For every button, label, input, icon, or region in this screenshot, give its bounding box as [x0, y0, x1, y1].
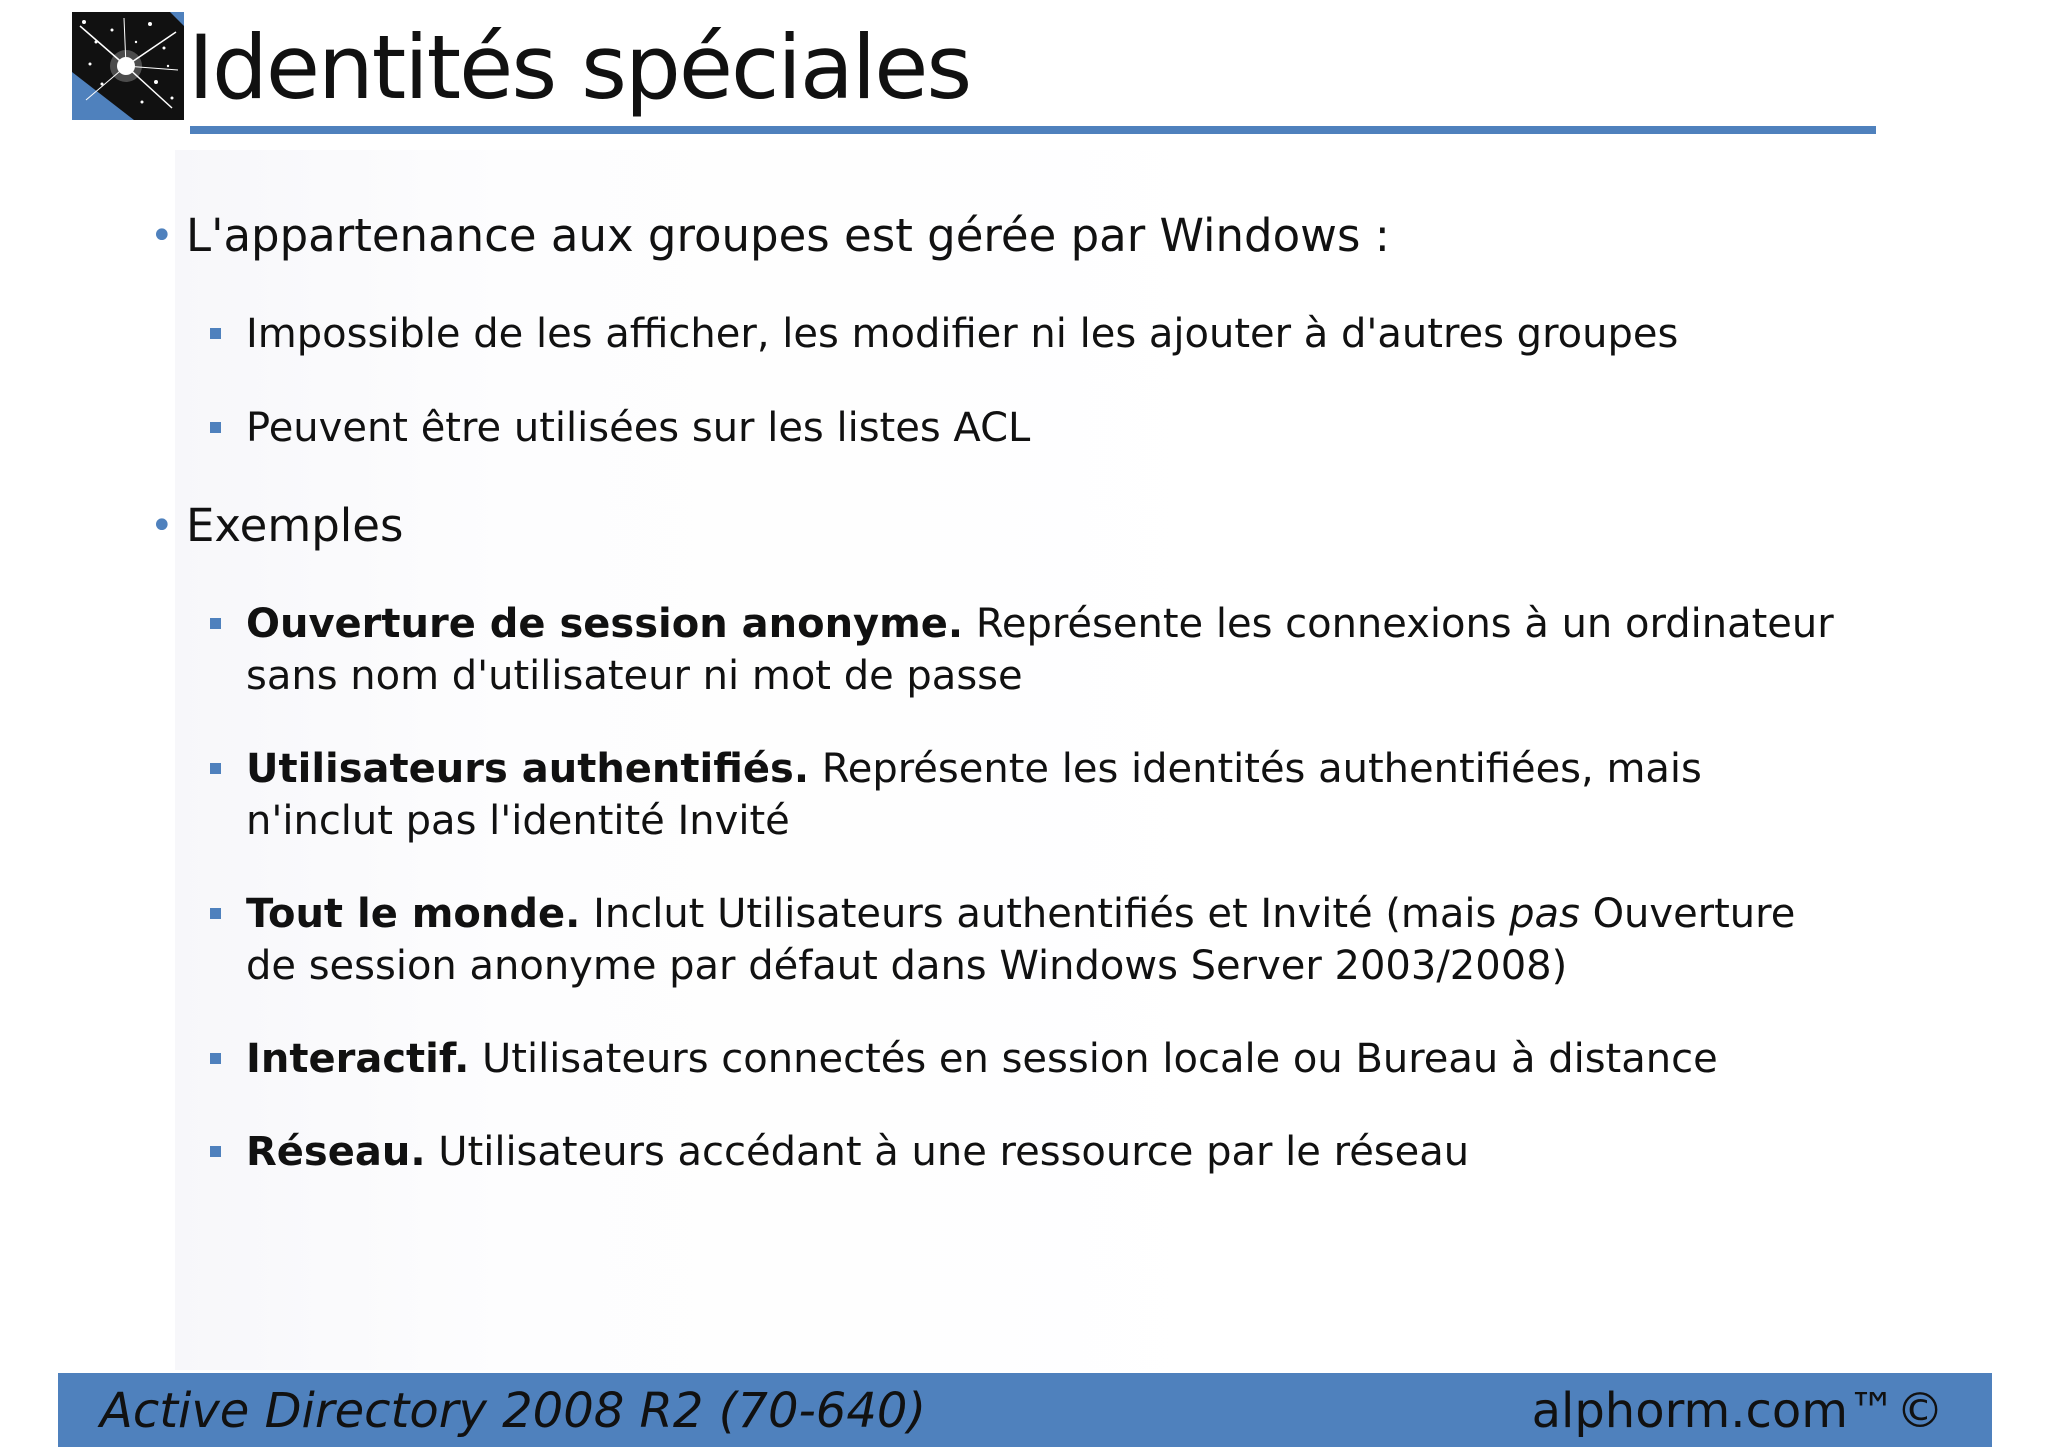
footer-bar [58, 1373, 1992, 1447]
square-bullet-icon [210, 1053, 221, 1064]
subitem-text [246, 888, 1856, 992]
star-logo-icon [72, 12, 184, 120]
term-label: Réseau. [246, 1129, 426, 1175]
square-bullet-icon [210, 1146, 221, 1157]
term-description: Représente les identités authentifiées, mais n'inclut pas l'identité Invité [246, 746, 1702, 844]
footer-brand: alphorm.com™© [1531, 1383, 1944, 1439]
term-description-before: Inclut Utilisateurs authentifiés et Invité (mais [593, 891, 1497, 937]
subitem-text: Peuvent être utilisées sur les listes ACL [246, 405, 1031, 451]
square-bullet-icon [210, 618, 221, 629]
term-description: Utilisateurs connectés en session locale ou Bureau à distance [482, 1036, 1718, 1082]
bullet-text: L'appartenance aux groupes est gérée par Windows : [186, 209, 1390, 262]
subitem-text [246, 1033, 1856, 1085]
term-description-after: Ouverture de session anonyme par défaut dans Windows Server 2003/2008) [246, 891, 1796, 989]
footer-course-title: Active Directory 2008 R2 (70-640) [100, 1383, 927, 1439]
subitem-text [246, 1126, 1856, 1178]
round-bullet-icon: • [150, 213, 174, 259]
term-description: Utilisateurs accédant à une ressource par le réseau [438, 1129, 1470, 1175]
round-bullet-icon: • [150, 503, 174, 549]
square-bullet-icon [210, 422, 221, 433]
subitem-text [246, 743, 1856, 847]
bullet-text: Exemples [186, 499, 404, 552]
title-underline [190, 126, 1876, 134]
square-bullet-icon [210, 908, 221, 919]
subitem-text [246, 598, 1856, 702]
term-label: Tout le monde. [246, 891, 581, 937]
term-label: Utilisateurs authentifiés. [246, 746, 810, 792]
term-label: Interactif. [246, 1036, 470, 1082]
term-emphasis: pas [1509, 891, 1580, 937]
term-label: Ouverture de session anonyme. [246, 601, 964, 647]
term-description: Représente les connexions à un ordinateur sans nom d'utilisateur ni mot de passe [246, 601, 1834, 699]
square-bullet-icon [210, 763, 221, 774]
subitem-text: Impossible de les afficher, les modifier ni les ajouter à d'autres groupes [246, 311, 1679, 357]
square-bullet-icon [210, 328, 221, 339]
page-title: Identités spéciales [188, 16, 971, 119]
